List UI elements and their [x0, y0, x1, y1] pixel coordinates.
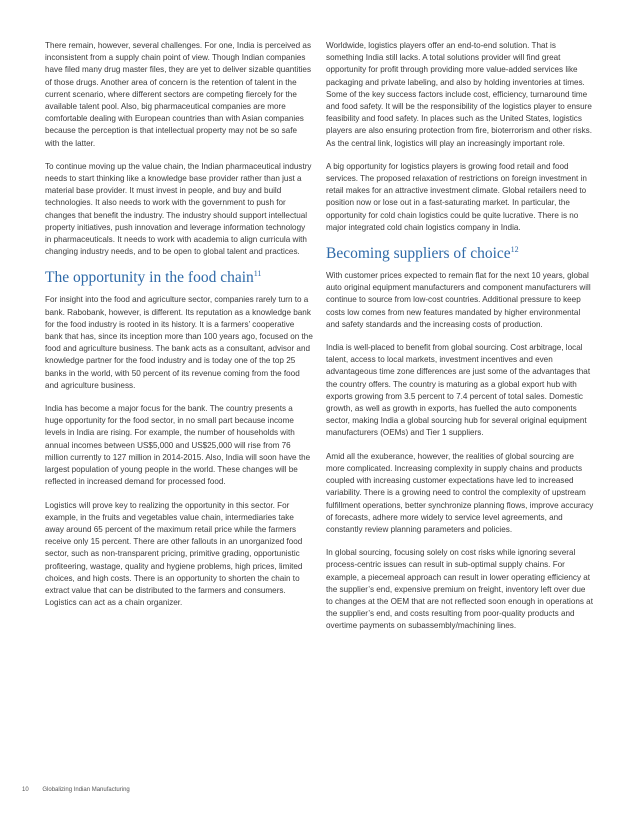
customer-prices-paragraph: With customer prices expected to remain flat for the next 10 years, global auto original equipment manufacturers and component manufacturers will continue to source from low-cost countries. Additional pressure to keep costs low comes from new features mandated by higher environmental and safety standards and the increasing costs of production. [326, 271, 591, 329]
food-retail-opportunity-paragraph: A big opportunity for logistics players is growing food retail and food services. The proposed relaxation of restrictions on foreign investment in retail makes for an attractive investment climate. Global retailers need to position now or lose out in a fast-saturating market. In particular, the opportunity for cold chain logistics could be quite lucrative. There is no major integrated cold chain logistics company in India. [326, 161, 587, 232]
food-chain-heading-text: The opportunity in the food chain [45, 269, 254, 287]
food-chain-footnote-ref: 11 [253, 269, 262, 279]
suppliers-footnote-ref: 12 [510, 244, 519, 254]
india-focus-paragraph: India has become a major focus for the bank. The country presents a huge opportunity for the food sector, in no small part because income levels in India are rising. For example, the number of households with annual incomes between US$5,000 and US$25,000 will rise from 76 million currently to 127 million in 2014-2015. Also, India will soon have the largest population of young people in the world. These changes will be reflected in increased demand for processed food. [45, 404, 311, 487]
food-chain-heading [45, 269, 313, 287]
pharma-value-chain-paragraph: To continue moving up the value chain, the Indian pharmaceutical industry needs to start thinking like a knowledge base provider rather than just a material base provider. It must invest in people, and buy and build technologies. It also needs to work with the government to push for changes that benefit the industry. The industry should support intellectual property initiatives, push innovation and leverage information technology in pharmaceuticals. It needs to work with academia to align curricula with changing industry needs, and to be open to global talent and practices. [45, 161, 312, 257]
right-column [326, 40, 594, 644]
realities-paragraph: Amid all the exuberance, however, the realities of global sourcing are more complicated. Increasing complexity in supply chains and products coupled with increasing customer expectations have led to increased variability. There is a growing need to control the complexity of upstream fulfillment operations, better synchronize planning flows, improve accuracy of forecasts, adhere more widely to service level agreements, and constantly review planning parameters and policies. [326, 451, 594, 534]
suppliers-of-choice-heading [326, 245, 594, 263]
left-column [45, 40, 313, 620]
pharma-challenges-paragraph: There remain, however, several challenges. For one, India is perceived as inconsistent from a supply chain point of view. Though Indian companies have filed many drug master files, they are yet to deliver sizable quantities of those drugs. Another area of concern is the retention of talent in the current scenario, where different sectors are competing fiercely for the available talent pool. Also, big pharmaceutical companies are more comfortable dealing with European countries than with Asian companies because the perception is that intellectual property may not be so safe with the latter. [45, 41, 312, 148]
global-sourcing-paragraph: India is well-placed to benefit from global sourcing. Cost arbitrage, local talent, access to local markets, investment incentives and even advantageous time zone differences are just some of the advantages that the country offers. The country is maturing as a global export hub with exports growing from 3.5 percent to 7.4 percent of total sales. Domestic growth, as well as growth in exports, has fuelled the auto components sector, making India a global sourcing hub for several original equipment manufacturers (OEMs) and Tier 1 suppliers. [326, 343, 591, 438]
end-to-end-solution-paragraph: Worldwide, logistics players offer an end-to-end solution. That is something India still lacks. A total solutions provider will find great opportunity for profit through providing more value-added services like packaging and private labeling, and also by holding inventories at times. Some of the key success factors include cost, efficiency, turnaround time and food safety. It will be the responsibility of the logistics player to ensure feasibility and food safety. In places such as the United States, logistics players are also ensuring protection from fire, bioterrorism and other risks. As the central link, logistics will play an increasingly important role. [326, 41, 592, 148]
publication-title: Globalizing Indian Manufacturing [42, 787, 130, 793]
rabobank-paragraph: For insight into the food and agriculture sector, companies rarely turn to a bank. Rabobank, however, is different. Its reputation as a knowledge bank for the food industry is rooted in its history. It is a farmers’ cooperative bank that has, since its inception more than 100 years ago, focused on the food and agriculture business. The bank acts as a consultant, advisor and knowledge partner for the food industry and is today one of the top 25 banks in the world, with 50 percent of its revenue coming from the food and agriculture business. [45, 295, 313, 390]
page-number: 10 [22, 787, 29, 793]
logistics-key-paragraph: Logistics will prove key to realizing the opportunity in this sector. For example, in the fruits and vegetables value chain, intermediaries take away around 65 percent of the maximum retail price while the farmers receive only 15 percent. There are other fallouts in an unorganized food sector, such as non-transparent pricing, primitive grading, opportunistic profiteering, wastage, quality and hygiene problems, high prices, limited choices, and high costs. There is an opportunity to shorten the chain to extract value that can be distributed to the farmers and consumers. Logistics can act as a chain organizer. [45, 500, 303, 608]
cost-risks-paragraph: In global sourcing, focusing solely on cost risks while ignoring several process-centric issues can result in sub-optimal supply chains. For example, a piecemeal approach can result in lower operating efficiency at the supplier’s end, expensive premium on freight, inventory left over due to changes at the OEM that are not reflected soon enough in operations at the supplier’s end, and costs resulting from poor-quality products and overtime payments on subassembly/machining lines. [326, 548, 593, 631]
suppliers-heading-text: Becoming suppliers of choice [326, 245, 511, 263]
page-footer [22, 787, 130, 793]
